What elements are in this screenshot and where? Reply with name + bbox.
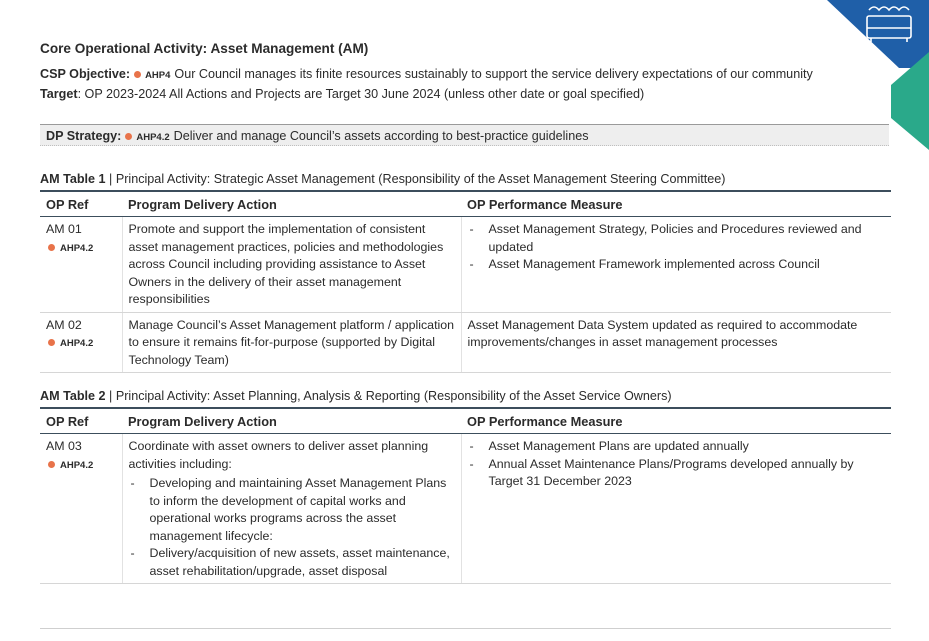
table2-caption-title: AM Table 2 <box>40 389 106 403</box>
op-ref: AM 03 <box>46 439 82 453</box>
column-header-measure: OP Performance Measure <box>461 408 891 434</box>
table2-caption-rest: | Principal Activity: Asset Planning, Analysis & Reporting (Responsibility of the Asset Service Owners) <box>105 389 672 403</box>
table-row <box>40 217 891 313</box>
am-table-1 <box>40 190 891 373</box>
op-ref-code: AHP4.2 <box>46 335 116 353</box>
op-ref-cell <box>40 312 122 373</box>
op-ref: AM 01 <box>46 222 82 236</box>
measure-cell <box>461 434 891 584</box>
dp-code: AHP4.2 <box>136 132 170 143</box>
csp-text: Our Council manages its finite resources sustainably to support the service delivery expectations of our community <box>174 67 813 81</box>
dp-text: Deliver and manage Council’s assets according to best-practice guidelines <box>173 129 589 143</box>
action-cell <box>122 434 461 584</box>
op-ref-code: AHP4.2 <box>46 240 116 258</box>
page-heading: Core Operational Activity: Asset Management (AM) <box>40 41 369 56</box>
orange-dot-icon <box>125 133 132 140</box>
target-line <box>40 87 644 101</box>
column-header-measure: OP Performance Measure <box>461 191 891 217</box>
table1-caption <box>40 172 726 186</box>
dp-label: DP Strategy: <box>46 129 122 143</box>
measure-item: - Asset Management Plans are updated annually <box>468 438 886 456</box>
orange-dot-icon <box>48 244 55 251</box>
measure-cell: Asset Management Data System updated as required to accommodate improvements/changes in asset management processes <box>461 312 891 373</box>
measure-item: - Asset Management Framework implemented across Council <box>468 256 886 274</box>
table-header-row <box>40 408 891 434</box>
op-ref-code: AHP4.2 <box>46 457 116 475</box>
target-text: : OP 2023-2024 All Actions and Projects are Target 30 June 2024 (unless other date or goal specified) <box>77 87 645 101</box>
am-table-2 <box>40 407 891 584</box>
action-cell: Manage Council’s Asset Management platform / application to ensure it remains fit-for-purpose (supported by Digital Technology Team) <box>122 312 461 373</box>
op-ref: AM 02 <box>46 317 82 332</box>
csp-objective-line <box>40 67 813 81</box>
column-header-op-ref: OP Ref <box>40 408 122 434</box>
table1-caption-rest: | Principal Activity: Strategic Asset Management (Responsibility of the Asset Management Steering Committee) <box>105 172 726 186</box>
target-label: Target <box>40 87 78 101</box>
action-intro: Coordinate with asset owners to deliver asset planning activities including: <box>128 439 429 471</box>
column-header-op-ref: OP Ref <box>40 191 122 217</box>
csp-code: AHP4 <box>145 70 171 81</box>
orange-dot-icon <box>48 461 55 468</box>
footer-divider <box>40 628 891 629</box>
table-row <box>40 434 891 584</box>
op-ref-cell <box>40 217 122 313</box>
orange-dot-icon <box>134 71 141 78</box>
column-header-action: Program Delivery Action <box>122 191 461 217</box>
measure-cell <box>461 217 891 313</box>
column-header-action: Program Delivery Action <box>122 408 461 434</box>
table2-caption <box>40 389 672 403</box>
op-ref-cell <box>40 434 122 584</box>
measure-item: - Asset Management Strategy, Policies and Procedures reviewed and updated <box>468 221 886 256</box>
orange-dot-icon <box>48 339 55 346</box>
table-header-row <box>40 191 891 217</box>
dp-strategy-bar <box>40 124 889 146</box>
table-row <box>40 312 891 373</box>
measure-item: - Annual Asset Maintenance Plans/Programs developed annually by Target 31 December 2023 <box>468 456 886 491</box>
action-cell: Promote and support the implementation of consistent asset management practices, policies and methodologies across Council including providing assistance to Asset Owners in the delivery of their asset management responsibilities <box>122 217 461 313</box>
csp-label: CSP Objective: <box>40 67 131 81</box>
action-item: - Developing and maintaining Asset Management Plans to inform the development of capital works and operational works programs across the asset management lifecycle: <box>129 475 455 545</box>
action-item: - Delivery/acquisition of new assets, asset maintenance, asset rehabilitation/upgrade, asset disposal <box>129 545 455 580</box>
table1-caption-title: AM Table 1 <box>40 172 106 186</box>
